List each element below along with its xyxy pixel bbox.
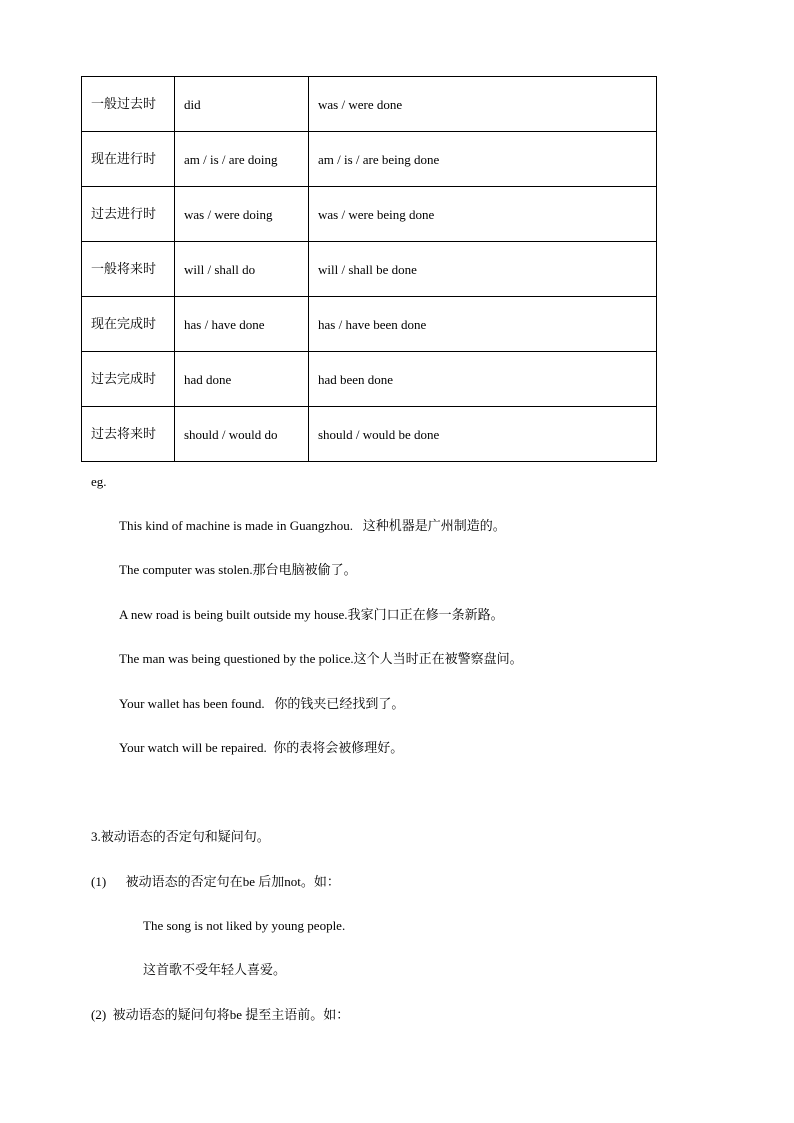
example-sentence (119, 608, 504, 622)
passive-form-cell: has / have been done (309, 297, 657, 352)
section-heading (91, 830, 270, 844)
point-one-example-chinese (143, 963, 286, 977)
point-one (91, 875, 340, 889)
tense-name-cell: 过去进行时 (82, 187, 175, 242)
point-text: 被动语态的疑问句将 (112, 1008, 230, 1023)
tense-name-cell: 现在进行时 (82, 132, 175, 187)
point-one-example-english: The song is not liked by young people. (143, 918, 346, 933)
active-form-cell: did (175, 77, 309, 132)
example-english: A new road is being built outside my house. (119, 607, 348, 622)
tense-name-cell: 过去完成时 (82, 352, 175, 407)
passive-form-cell: am / is / are being done (309, 132, 657, 187)
table-row (82, 187, 657, 242)
point-keyword: be (229, 1007, 242, 1022)
example-english: This kind of machine is made in Guangzhou. (119, 518, 353, 533)
example-chinese: 那台电脑被偷了。 (252, 563, 357, 578)
example-chinese: 这种机器是广州制造的。 (362, 519, 506, 534)
table-row (82, 77, 657, 132)
example-chinese: 这个人当时正在被警察盘问。 (353, 652, 523, 667)
table-row (82, 352, 657, 407)
point-text: 。如： (300, 875, 340, 890)
eg-label: eg. (91, 474, 107, 489)
point-number: (1) (91, 874, 107, 889)
example-sentence (119, 519, 506, 533)
passive-form-cell: was / were done (309, 77, 657, 132)
example-english: The computer was stolen. (119, 562, 253, 577)
point-two (91, 1008, 349, 1022)
point-text: 提至主语前。如： (245, 1008, 350, 1023)
table-row (82, 407, 657, 462)
table-row (82, 132, 657, 187)
example-sentence (119, 697, 404, 711)
section-number: 3. (91, 829, 101, 844)
example-chinese: 我家门口正在修一条新路。 (347, 608, 504, 623)
passive-form-cell: should / would be done (309, 407, 657, 462)
example-english: Your watch will be repaired. (119, 740, 267, 755)
example-english: The man was being questioned by the police. (119, 651, 354, 666)
point-keyword: be (242, 874, 255, 889)
tense-name-cell: 现在完成时 (82, 297, 175, 352)
point-keyword: not (284, 874, 301, 889)
tense-name-cell: 一般将来时 (82, 242, 175, 297)
point-text: 后加 (258, 875, 285, 890)
example-sentence (119, 741, 403, 755)
active-form-cell: will / shall do (175, 242, 309, 297)
example-english: Your wallet has been found. (119, 696, 265, 711)
active-form-cell: has / have done (175, 297, 309, 352)
active-form-cell: had done (175, 352, 309, 407)
active-form-cell: am / is / are doing (175, 132, 309, 187)
point-number: (2) (91, 1007, 107, 1022)
section-title: 被动语态的否定句和疑问句。 (100, 830, 270, 845)
tense-name-cell: 一般过去时 (82, 77, 175, 132)
example-chinese: 你的表将会被修理好。 (273, 741, 404, 756)
table-row (82, 297, 657, 352)
tense-table (81, 76, 657, 462)
table-row (82, 242, 657, 297)
tense-name-cell: 过去将来时 (82, 407, 175, 462)
active-form-cell: was / were doing (175, 187, 309, 242)
point-text: 被动语态的否定句在 (125, 875, 243, 890)
example-chinese: 你的钱夹已经找到了。 (274, 697, 405, 712)
passive-form-cell: will / shall be done (309, 242, 657, 297)
example-chinese: 这首歌不受年轻人喜爱。 (143, 963, 287, 978)
example-sentence (119, 563, 357, 577)
passive-form-cell: had been done (309, 352, 657, 407)
active-form-cell: should / would do (175, 407, 309, 462)
passive-form-cell: was / were being done (309, 187, 657, 242)
example-sentence (119, 652, 523, 666)
